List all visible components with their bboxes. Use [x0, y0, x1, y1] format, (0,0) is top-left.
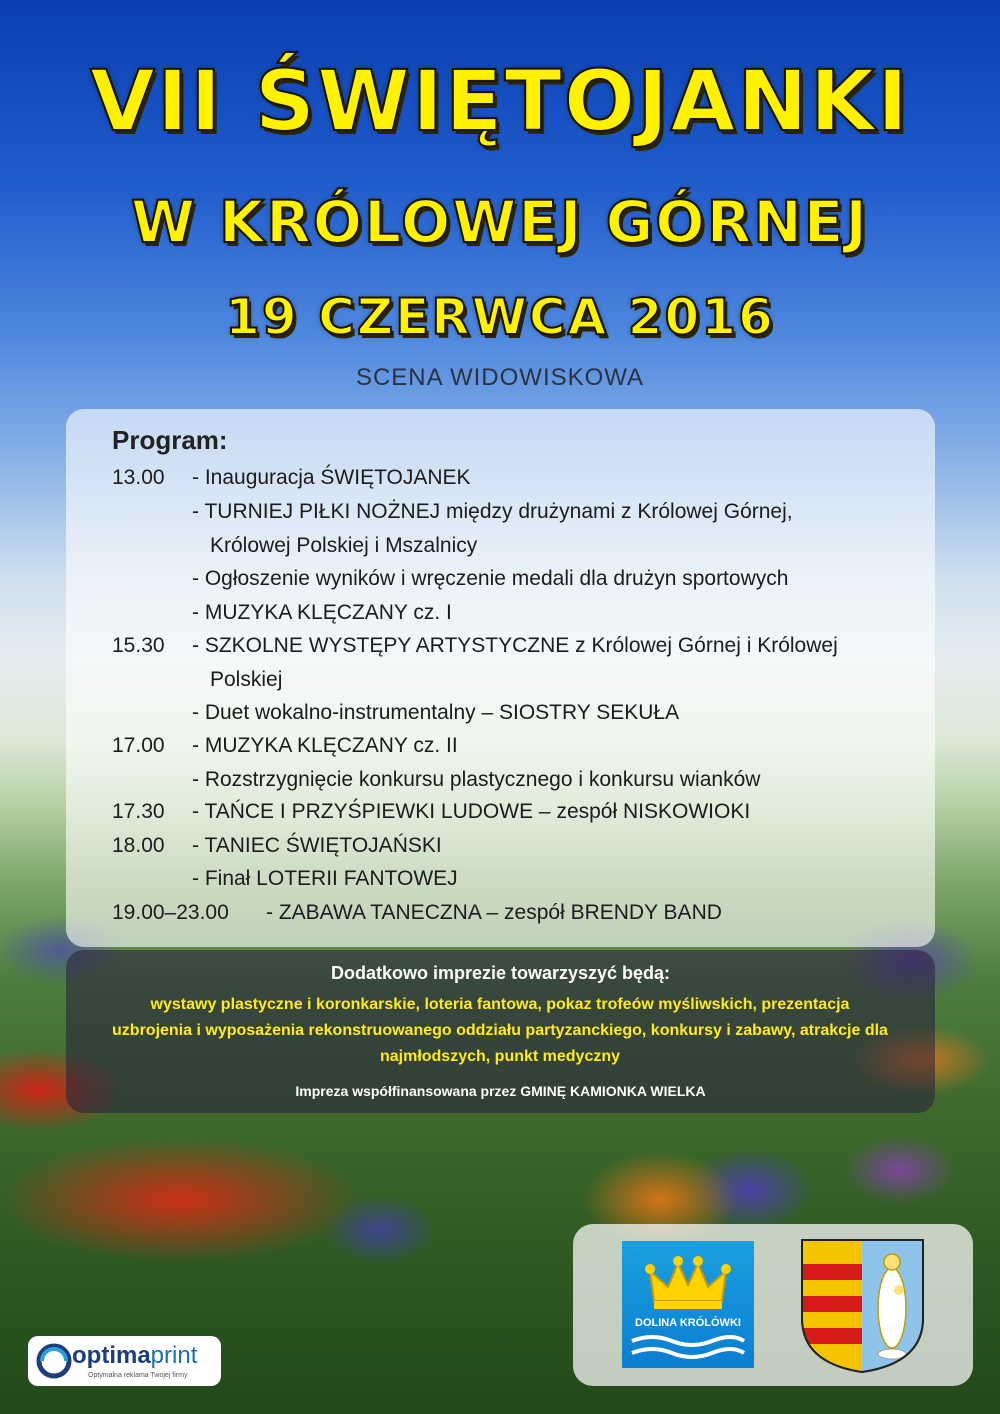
program-item: - Finał LOTERII FANTOWEJ: [192, 867, 458, 890]
program-time: 18.00: [112, 834, 165, 857]
funding-note: Impreza współfinansowana przez GMINĘ KAMIONKA WIELKA: [295, 1083, 706, 1099]
dolina-krolowki-logo: [622, 1241, 754, 1368]
program-item: - TANIEC ŚWIĘTOJAŃSKI: [192, 834, 442, 857]
program-time: 17.30: [112, 800, 165, 823]
program-item: - Inauguracja ŚWIĘTOJANEK: [192, 466, 471, 489]
title-line-1: VII ŚWIĘTOJANKI: [89, 52, 911, 150]
program-item: - Rozstrzygnięcie konkursu plastycznego i konkursu wianków: [192, 768, 761, 791]
program-item: - TAŃCE I PRZYŚPIEWKI LUDOWE – zespół NISKOWIOKI: [192, 800, 751, 823]
extras-list: wystawy plastyczne i koronkarskie, loteria fantowa, pokaz trofeów myśliwskich, prezentacja uzbrojenia i wyposażenia rekonstruowanego oddziału partyzanckiego, konkursy i zabawy, atrakcje dla najmłodszych, punkt medyczny: [112, 996, 888, 1065]
optima-swirl-icon: [36, 1343, 72, 1379]
program-time: 17.00: [112, 734, 165, 757]
program-item: - MUZYKA KLĘCZANY cz. I: [192, 601, 452, 624]
coat-of-arms-icon: [800, 1238, 925, 1374]
program-heading: Program:: [112, 425, 228, 455]
program-item: - Ogłoszenie wyników i wręczenie medali dla drużyn sportowych: [192, 567, 789, 590]
venue-label: SCENA WIDOWISKOWA: [355, 364, 645, 391]
sponsor-name: optimaprint: [72, 1342, 198, 1369]
event-date: 19 CZERWCA 2016: [225, 288, 775, 346]
program-item: Królowej Polskiej i Mszalnicy: [210, 534, 478, 557]
sponsor-logo: [28, 1336, 221, 1386]
logos-panel: [573, 1224, 973, 1386]
extras-heading: Dodatkowo imprezie towarzyszyć będą:: [330, 963, 671, 983]
dolina-label: DOLINA KRÓLÓWKI: [635, 1317, 741, 1329]
program-time: 13.00: [112, 466, 165, 489]
program-item: Polskiej: [210, 668, 283, 691]
program-item: - ZABAWA TANECZNA – zespół BRENDY BAND: [266, 901, 722, 924]
title-line-2: W KRÓLOWEJ GÓRNEJ: [131, 188, 869, 256]
program-time: 15.30: [112, 634, 165, 657]
program-item: - TURNIEJ PIŁKI NOŻNEJ między drużynami z Królowej Górnej,: [192, 500, 793, 523]
program-item: - SZKOLNE WYSTĘPY ARTYSTYCZNE z Królowej Górnej i Królowej: [192, 634, 838, 657]
crown-icon: [622, 1241, 754, 1368]
program-item: - Duet wokalno-instrumentalny – SIOSTRY SEKUŁA: [192, 701, 680, 724]
program-time: 19.00–23.00: [112, 901, 229, 924]
program-item: - MUZYKA KLĘCZANY cz. II: [192, 734, 458, 757]
sponsor-tagline: Optymalna reklama Twojej firmy: [88, 1372, 188, 1379]
